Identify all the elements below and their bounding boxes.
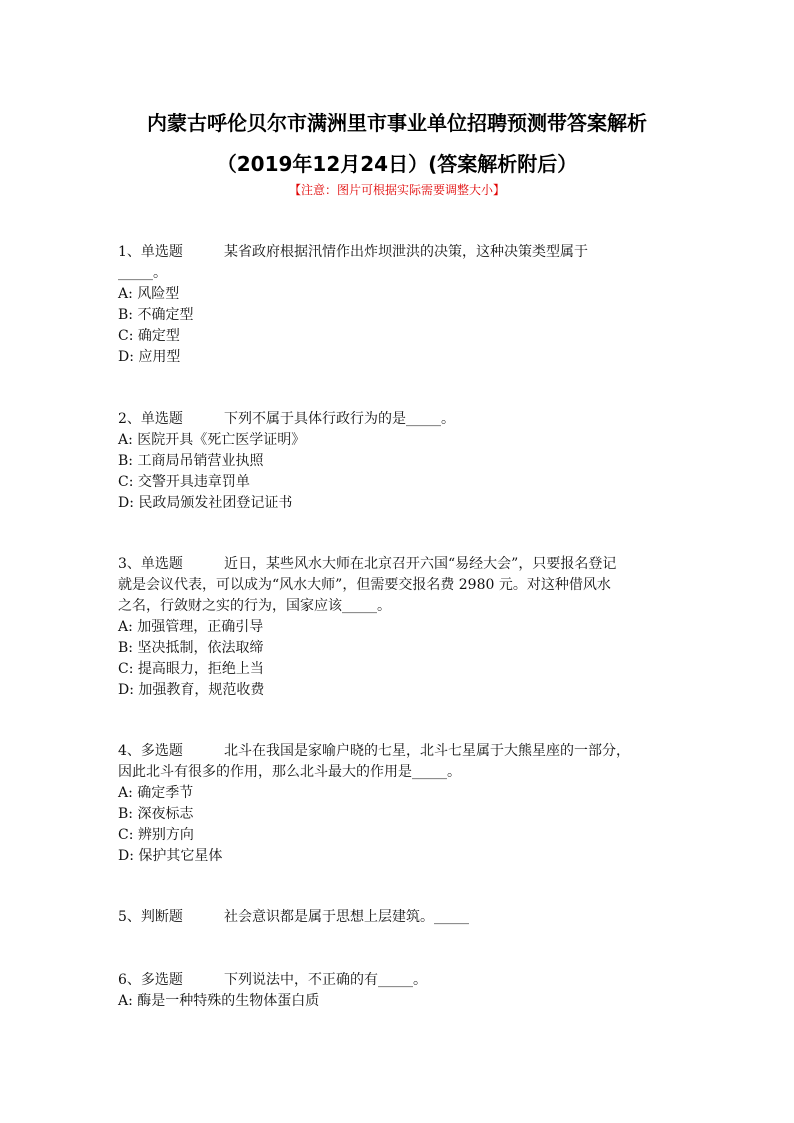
question-stem-line2: 就是会议代表，可以成为“风水大师”，但需要交报名费 2980 元。对这种借风水 <box>118 577 611 593</box>
option-a: A: 医院开具《死亡医学证明》 <box>118 432 306 448</box>
image-resize-note: 【注意：图片可根据实际需要调整大小】 <box>288 183 505 197</box>
question-stem <box>118 242 688 263</box>
question-4 <box>118 741 688 867</box>
question-number: 5、判断题 <box>118 909 183 925</box>
question-stem-line1: 近日，某些风水大师在北京召开六国“易经大会”，只要报名登记 <box>224 556 617 572</box>
question-stem-line2: 因此北斗有很多的作用，那么北斗最大的作用是_____。 <box>118 764 461 780</box>
option-d: D: 加强教育，规范收费 <box>118 682 265 698</box>
question-stem <box>118 970 688 991</box>
question-stem <box>118 409 688 430</box>
question-1 <box>118 242 688 368</box>
question-stem-line1: 某省政府根据汛情作出炸坝泄洪的决策，这种决策类型属于 <box>224 244 588 260</box>
question-stem <box>118 554 688 575</box>
question-stem-line1: 北斗在我国是家喻户晓的七星，北斗七星属于大熊星座的一部分， <box>224 743 630 759</box>
question-stem-line3: 之名，行敛财之实的行为，国家应该_____。 <box>118 598 391 614</box>
option-c: C: 辨别方向 <box>118 827 194 843</box>
option-c: C: 交警开具违章罚单 <box>118 474 250 490</box>
question-5 <box>118 907 688 928</box>
option-b: B: 深夜标志 <box>118 806 194 822</box>
question-stem <box>118 741 688 762</box>
question-2 <box>118 409 688 514</box>
question-3 <box>118 554 688 701</box>
document-title-line2: （2019年12月24日）(答案解析附后） <box>216 152 578 176</box>
question-number: 3、单选题 <box>118 556 183 572</box>
document-title-line1: 内蒙古呼伦贝尔市满洲里市事业单位招聘预测带答案解析 <box>147 111 647 135</box>
option-c: C: 提高眼力，拒绝上当 <box>118 661 264 677</box>
option-b: B: 工商局吊销营业执照 <box>118 453 264 469</box>
question-stem-line2: _____。 <box>118 265 167 281</box>
option-d: D: 民政局颁发社团登记证书 <box>118 495 293 511</box>
question-stem-line1: 社会意识都是属于思想上层建筑。_____ <box>224 909 469 925</box>
option-b: B: 坚决抵制，依法取缔 <box>118 640 264 656</box>
question-number: 6、多选题 <box>118 972 183 988</box>
question-stem-line1: 下列说法中，不正确的有_____。 <box>224 972 427 988</box>
option-d: D: 应用型 <box>118 349 181 365</box>
question-number: 4、多选题 <box>118 743 183 759</box>
option-a: A: 酶是一种特殊的生物体蛋白质 <box>118 993 320 1009</box>
question-stem-line1: 下列不属于具体行政行为的是_____。 <box>224 411 455 427</box>
option-b: B: 不确定型 <box>118 307 194 323</box>
question-number: 1、单选题 <box>118 244 183 260</box>
option-c: C: 确定型 <box>118 328 180 344</box>
question-stem <box>118 907 688 928</box>
option-a: A: 加强管理，正确引导 <box>118 619 264 635</box>
option-d: D: 保护其它星体 <box>118 848 223 864</box>
option-a: A: 风险型 <box>118 286 180 302</box>
option-a: A: 确定季节 <box>118 785 194 801</box>
question-number: 2、单选题 <box>118 411 183 427</box>
question-6 <box>118 970 688 1012</box>
